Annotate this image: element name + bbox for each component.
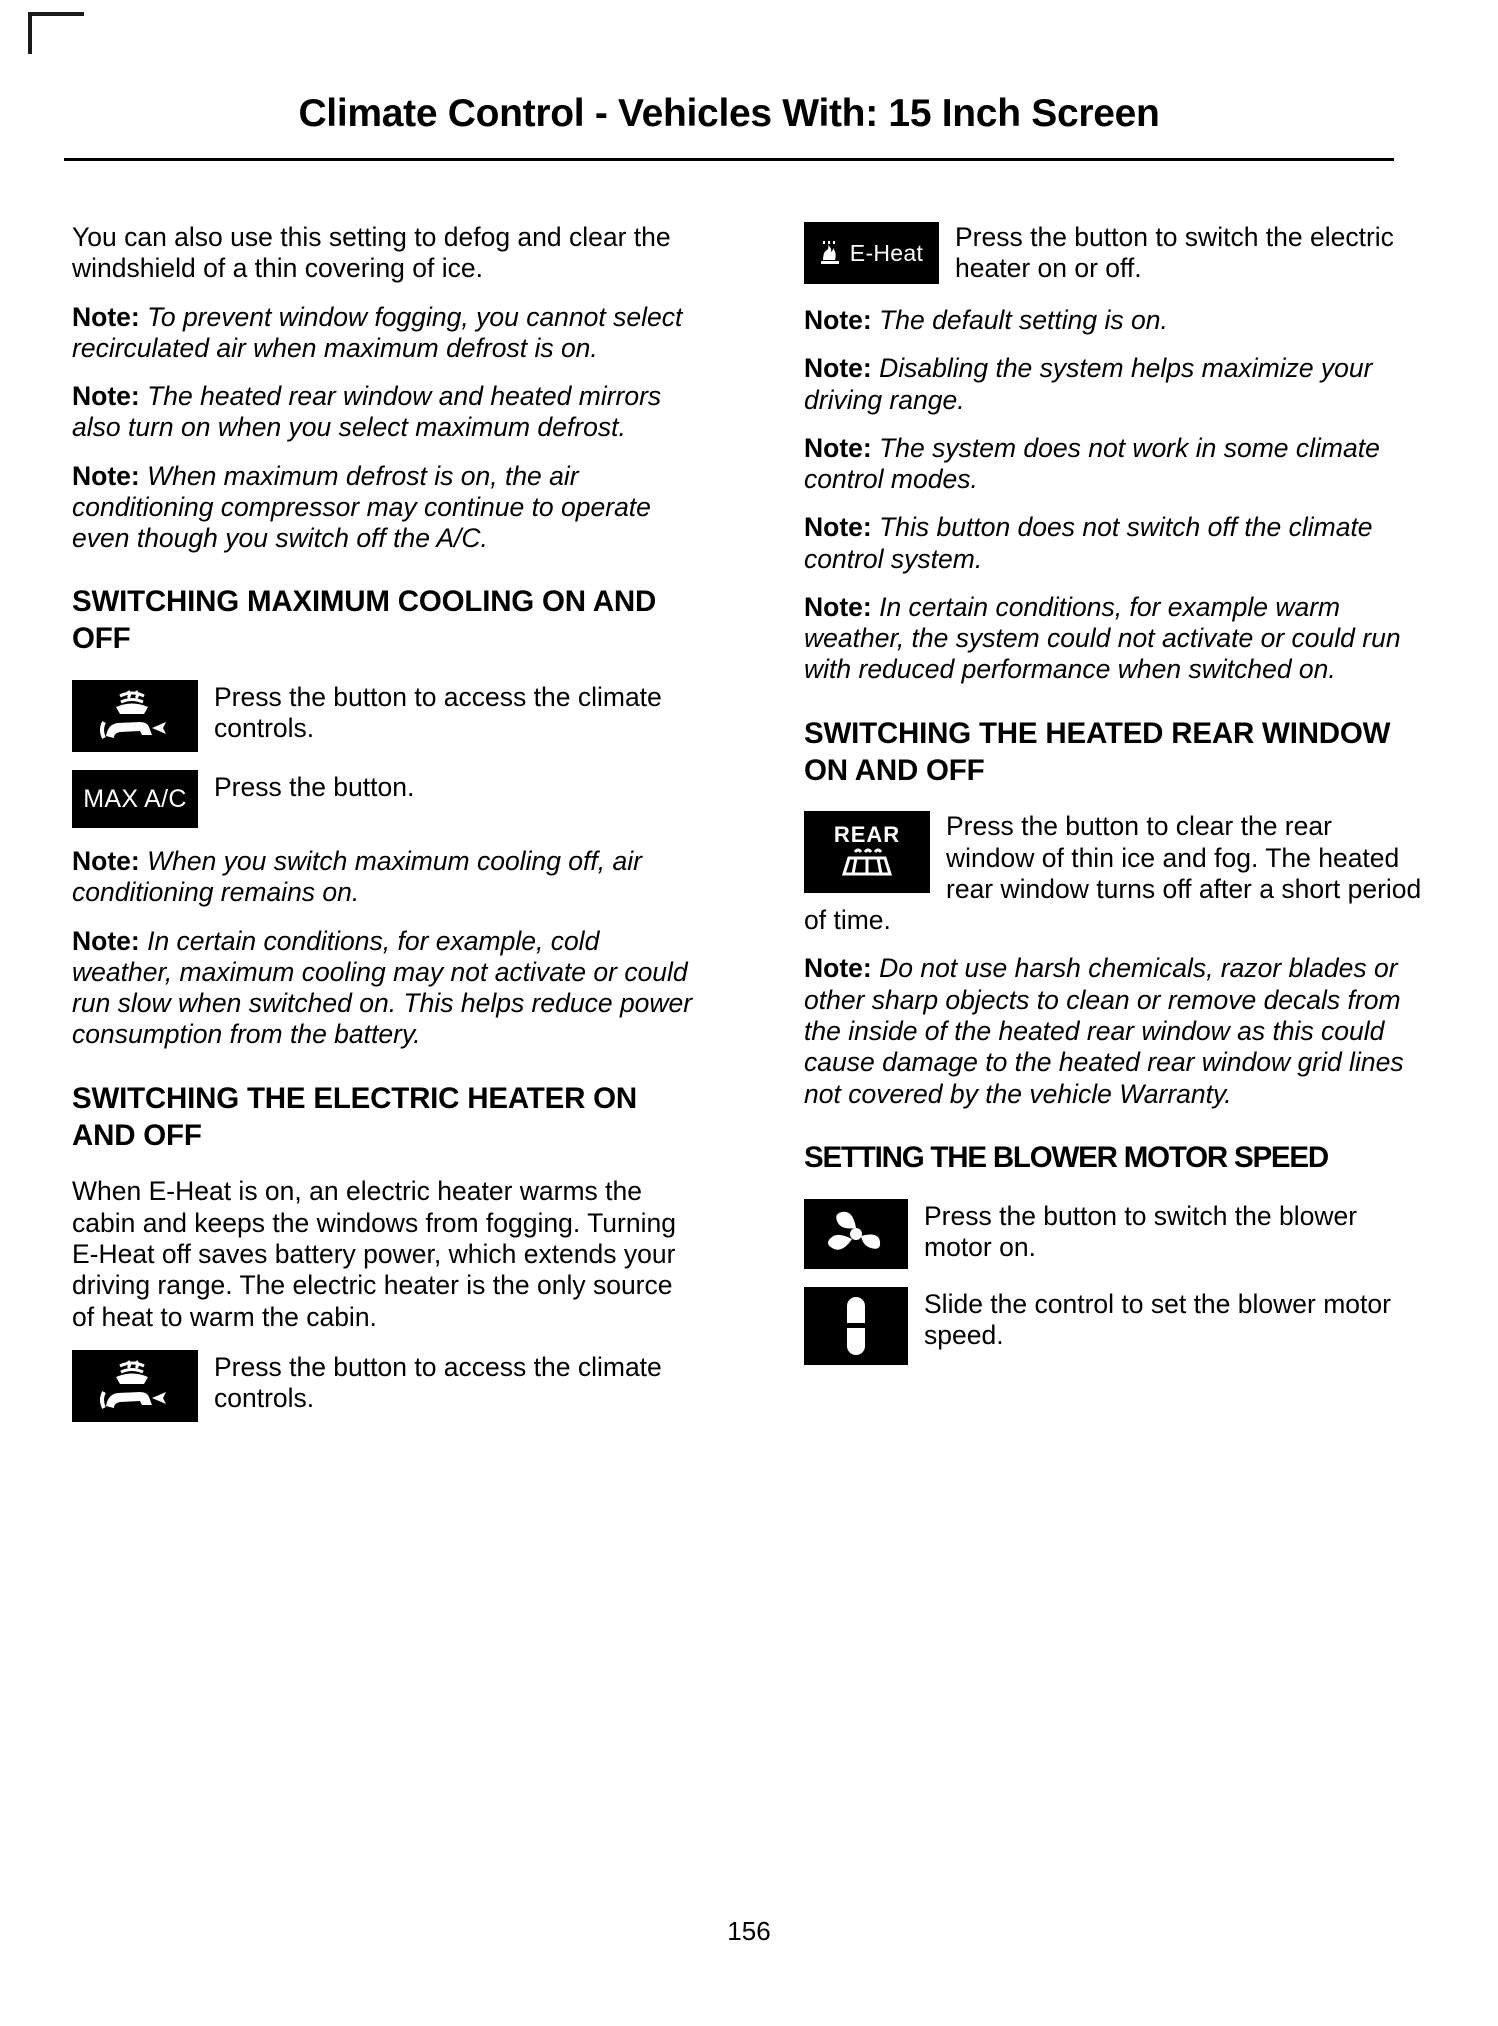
slider-control-icon[interactable]	[804, 1287, 908, 1365]
note-text: Do not use harsh chemicals, razor blades or other sharp objects to clean or remove decals from the inside of the heated rear window as this could cause damage to the heated rear window grid lines not covered by the vehicle Warranty.	[804, 953, 1404, 1109]
section-heading-blower-motor: SETTING THE BLOWER MOTOR SPEED	[804, 1140, 1328, 1174]
right-column	[804, 222, 1426, 1440]
e-heat-label: E-Heat	[849, 239, 924, 266]
note-label: Note:	[72, 381, 140, 412]
note-label: Note:	[72, 301, 140, 332]
instruction-text: Press the button to switch the blower motor on.	[924, 1200, 1358, 1262]
note-label: Note:	[72, 925, 140, 956]
fan-blower-icon[interactable]	[804, 1199, 908, 1269]
note-item	[804, 433, 1426, 496]
note-item	[72, 846, 694, 909]
note-label: Note:	[804, 432, 872, 463]
instruction-row	[72, 680, 694, 752]
instruction-text: Press the button to switch the electric heater on or off.	[955, 222, 1394, 284]
note-label: Note:	[72, 460, 140, 491]
page-header	[64, 92, 1394, 137]
e-heat-button-icon[interactable]	[804, 222, 939, 284]
heat-waves-icon	[820, 240, 842, 266]
content-columns	[0, 222, 1498, 1440]
instruction-row	[72, 1350, 694, 1422]
instruction-row	[804, 811, 1426, 936]
instruction-text: Press the button to access the climate controls.	[214, 682, 662, 744]
note-text: To prevent window fogging, you cannot select recirculated air when maximum defrost is on.	[72, 301, 683, 363]
crop-mark-top-vertical	[28, 12, 32, 54]
rear-defrost-button-icon[interactable]	[804, 811, 930, 893]
section-heading-heated-rear-window: SWITCHING THE HEATED REAR WINDOW ON AND OFF	[804, 716, 1391, 787]
crop-mark-top-horizontal	[28, 12, 84, 16]
note-text: The system does not work in some climate control modes.	[804, 432, 1380, 495]
instruction-text: Press the button to clear the rear window of thin ice and fog. The heated rear window turns off after a short period of time.	[804, 811, 1422, 936]
header-divider	[64, 158, 1394, 161]
left-column	[72, 222, 694, 1440]
page-footer	[0, 1916, 1498, 1947]
note-item	[72, 381, 694, 444]
instruction-row	[804, 222, 1426, 288]
instruction-text: Slide the control to set the blower motor speed.	[924, 1288, 1391, 1350]
note-item	[72, 926, 694, 1051]
max-ac-label: MAX A/C	[83, 784, 187, 813]
note-text: In certain conditions, for example warm weather, the system could not activate or could run with reduced performance when switched on.	[804, 591, 1401, 685]
electric-heater-paragraph: When E-Heat is on, an electric heater warms the cabin and keeps the windows from fogging. Turning E-Heat off saves battery power, which extends your driving range. The electric heater is the only source of heat to warm the cabin.	[72, 1176, 676, 1332]
note-text: When you switch maximum cooling off, air conditioning remains on.	[72, 846, 642, 908]
instruction-row	[804, 1199, 1426, 1269]
note-label: Note:	[804, 353, 872, 384]
note-item	[72, 302, 694, 365]
note-label: Note:	[804, 512, 872, 543]
intro-paragraph: You can also use this setting to defog and clear the windshield of a thin covering of ice.	[72, 222, 671, 284]
note-item	[804, 592, 1426, 686]
page-number: 156	[727, 1916, 771, 1946]
rear-label: REAR	[833, 822, 901, 848]
note-label: Note:	[72, 846, 140, 877]
note-item	[804, 305, 1426, 336]
note-text: The heated rear window and heated mirrors also turn on when you select maximum defrost.	[72, 381, 662, 443]
rear-window-grid-icon	[839, 848, 895, 882]
note-text: When maximum defrost is on, the air conditioning compressor may continue to operate even though you switch off the A/C.	[72, 460, 651, 554]
note-item	[804, 512, 1426, 575]
instruction-row	[804, 1287, 1426, 1365]
climate-defrost-seat-icon[interactable]	[72, 1350, 198, 1422]
note-text: This button does not switch off the climate control system.	[804, 512, 1373, 574]
note-item	[72, 461, 694, 555]
climate-defrost-seat-icon[interactable]	[72, 680, 198, 752]
note-label: Note:	[804, 305, 872, 335]
note-label: Note:	[804, 953, 872, 984]
note-text: Disabling the system helps maximize your driving range.	[804, 353, 1373, 415]
section-heading-max-cooling: SWITCHING MAXIMUM COOLING ON AND OFF	[72, 585, 657, 656]
note-item	[804, 953, 1426, 1109]
instruction-text: Press the button.	[214, 772, 415, 803]
note-text: The default setting is on.	[879, 305, 1168, 335]
note-label: Note:	[804, 591, 872, 622]
page-title: Climate Control - Vehicles With: 15 Inch Screen	[298, 92, 1160, 135]
section-heading-electric-heater: SWITCHING THE ELECTRIC HEATER ON AND OFF	[72, 1081, 638, 1152]
max-ac-button-icon[interactable]	[72, 770, 198, 828]
instruction-row	[72, 770, 694, 828]
note-item	[804, 353, 1426, 416]
note-text: In certain conditions, for example, cold weather, maximum cooling may not activate or could run slow when switched on. This helps reduce power consumption from the battery.	[72, 925, 693, 1050]
instruction-text: Press the button to access the climate controls.	[214, 1351, 662, 1414]
